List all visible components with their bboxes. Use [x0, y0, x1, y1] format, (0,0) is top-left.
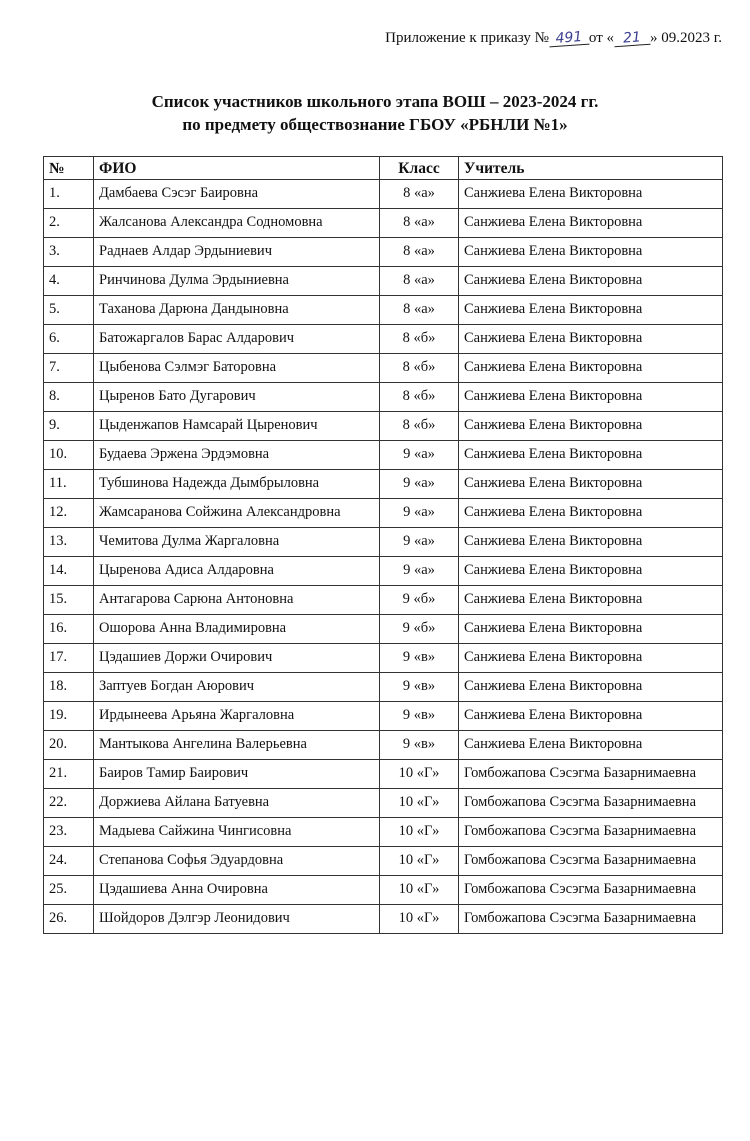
- participant-name: Цэдашиева Анна Очировна: [94, 876, 380, 905]
- table-body: [44, 180, 723, 934]
- table-row: [44, 354, 723, 383]
- row-number: 12.: [44, 499, 94, 528]
- teacher-name: Санжиева Елена Викторовна: [459, 354, 723, 383]
- column-header-name: ФИО: [94, 157, 380, 180]
- title-line-2: по предмету обществознание ГБОУ «РБНЛИ №1»: [182, 115, 568, 134]
- participants-table: [43, 156, 723, 934]
- row-number: 10.: [44, 441, 94, 470]
- row-number: 20.: [44, 731, 94, 760]
- participant-name: Жамсаранова Сойжина Александровна: [94, 499, 380, 528]
- table-row: [44, 412, 723, 441]
- class-cell: 10 «Г»: [380, 905, 459, 934]
- teacher-name: Санжиева Елена Викторовна: [459, 731, 723, 760]
- class-cell: 10 «Г»: [380, 818, 459, 847]
- table-row: [44, 760, 723, 789]
- table-row: [44, 209, 723, 238]
- table-row: [44, 673, 723, 702]
- teacher-name: Санжиева Елена Викторовна: [459, 209, 723, 238]
- participant-name: Ошорова Анна Владимировна: [94, 615, 380, 644]
- document-title: [0, 90, 750, 136]
- participant-name: Цэдашиев Доржи Очирович: [94, 644, 380, 673]
- table-row: [44, 470, 723, 499]
- class-cell: 9 «в»: [380, 702, 459, 731]
- row-number: 6.: [44, 325, 94, 354]
- column-header-number: №: [44, 157, 94, 180]
- participant-name: Таханова Дарюна Дандыновна: [94, 296, 380, 325]
- title-line-1: Список участников школьного этапа ВОШ – 2023-2024 гг.: [151, 92, 599, 111]
- class-cell: 10 «Г»: [380, 789, 459, 818]
- teacher-name: Санжиева Елена Викторовна: [459, 296, 723, 325]
- table-row: [44, 383, 723, 412]
- participant-name: Чемитова Дулма Жаргаловна: [94, 528, 380, 557]
- participant-name: Ринчинова Дулма Эрдыниевна: [94, 267, 380, 296]
- class-cell: 8 «б»: [380, 354, 459, 383]
- table-row: [44, 528, 723, 557]
- date-suffix: » 09.2023 г.: [650, 30, 722, 46]
- teacher-name: Гомбожапова Сэсэгма Базарнимаевна: [459, 789, 723, 818]
- order-number-handwritten: 491: [548, 30, 589, 48]
- participant-name: Будаева Эржена Эрдэмовна: [94, 441, 380, 470]
- participant-name: Баиров Тамир Баирович: [94, 760, 380, 789]
- teacher-name: Санжиева Елена Викторовна: [459, 325, 723, 354]
- column-header-class: Класс: [380, 157, 459, 180]
- participant-name: Раднаев Алдар Эрдыниевич: [94, 238, 380, 267]
- teacher-name: Санжиева Елена Викторовна: [459, 238, 723, 267]
- class-cell: 8 «б»: [380, 383, 459, 412]
- class-cell: 8 «а»: [380, 296, 459, 325]
- teacher-name: Санжиева Елена Викторовна: [459, 267, 723, 296]
- row-number: 21.: [44, 760, 94, 789]
- row-number: 9.: [44, 412, 94, 441]
- column-header-teacher: Учитель: [459, 157, 723, 180]
- teacher-name: Санжиева Елена Викторовна: [459, 586, 723, 615]
- table-row: [44, 441, 723, 470]
- teacher-name: Санжиева Елена Викторовна: [459, 528, 723, 557]
- table-row: [44, 267, 723, 296]
- table-row: [44, 586, 723, 615]
- class-cell: 8 «а»: [380, 180, 459, 209]
- from-text: от «: [588, 30, 615, 46]
- row-number: 14.: [44, 557, 94, 586]
- teacher-name: Санжиева Елена Викторовна: [459, 441, 723, 470]
- row-number: 5.: [44, 296, 94, 325]
- row-number: 1.: [44, 180, 94, 209]
- row-number: 2.: [44, 209, 94, 238]
- participant-name: Шойдоров Дэлгэр Леонидович: [94, 905, 380, 934]
- table-row: [44, 847, 723, 876]
- row-number: 23.: [44, 818, 94, 847]
- participant-name: Цыбенова Сэлмэг Баторовна: [94, 354, 380, 383]
- row-number: 17.: [44, 644, 94, 673]
- participant-name: Ирдынеева Арьяна Жаргаловна: [94, 702, 380, 731]
- class-cell: 9 «б»: [380, 586, 459, 615]
- participant-name: Антагарова Сарюна Антоновна: [94, 586, 380, 615]
- table-row: [44, 238, 723, 267]
- participant-name: Цыденжапов Намсарай Цыренович: [94, 412, 380, 441]
- row-number: 24.: [44, 847, 94, 876]
- participant-name: Мантыкова Ангелина Валерьевна: [94, 731, 380, 760]
- row-number: 26.: [44, 905, 94, 934]
- row-number: 18.: [44, 673, 94, 702]
- participant-name: Жалсанова Александра Содномовна: [94, 209, 380, 238]
- table-row: [44, 876, 723, 905]
- table-row: [44, 180, 723, 209]
- teacher-name: Гомбожапова Сэсэгма Базарнимаевна: [459, 876, 723, 905]
- class-cell: 10 «Г»: [380, 760, 459, 789]
- teacher-name: Санжиева Елена Викторовна: [459, 383, 723, 412]
- teacher-name: Санжиева Елена Викторовна: [459, 557, 723, 586]
- class-cell: 10 «Г»: [380, 876, 459, 905]
- row-number: 19.: [44, 702, 94, 731]
- day-handwritten: 21: [614, 30, 651, 47]
- table-row: [44, 325, 723, 354]
- teacher-name: Гомбожапова Сэсэгма Базарнимаевна: [459, 818, 723, 847]
- row-number: 22.: [44, 789, 94, 818]
- class-cell: 8 «б»: [380, 325, 459, 354]
- table-row: [44, 615, 723, 644]
- table-row: [44, 818, 723, 847]
- class-cell: 9 «а»: [380, 470, 459, 499]
- table-header-row: [44, 157, 723, 180]
- teacher-name: Санжиева Елена Викторовна: [459, 499, 723, 528]
- class-cell: 9 «в»: [380, 644, 459, 673]
- participant-name: Доржиева Айлана Батуевна: [94, 789, 380, 818]
- class-cell: 9 «а»: [380, 528, 459, 557]
- class-cell: 8 «а»: [380, 209, 459, 238]
- row-number: 4.: [44, 267, 94, 296]
- table-row: [44, 644, 723, 673]
- class-cell: 8 «а»: [380, 238, 459, 267]
- teacher-name: Гомбожапова Сэсэгма Базарнимаевна: [459, 847, 723, 876]
- table-row: [44, 905, 723, 934]
- teacher-name: Санжиева Елена Викторовна: [459, 180, 723, 209]
- table-row: [44, 557, 723, 586]
- class-cell: 9 «а»: [380, 557, 459, 586]
- table-row: [44, 731, 723, 760]
- class-cell: 9 «в»: [380, 673, 459, 702]
- participant-name: Заптуев Богдан Аюрович: [94, 673, 380, 702]
- row-number: 15.: [44, 586, 94, 615]
- class-cell: 9 «а»: [380, 499, 459, 528]
- teacher-name: Санжиева Елена Викторовна: [459, 702, 723, 731]
- teacher-name: Санжиева Елена Викторовна: [459, 470, 723, 499]
- row-number: 11.: [44, 470, 94, 499]
- row-number: 13.: [44, 528, 94, 557]
- participant-name: Степанова Софья Эдуардовна: [94, 847, 380, 876]
- class-cell: 8 «а»: [380, 267, 459, 296]
- teacher-name: Гомбожапова Сэсэгма Базарнимаевна: [459, 760, 723, 789]
- teacher-name: Санжиева Елена Викторовна: [459, 615, 723, 644]
- attachment-prefix: Приложение к приказу №: [385, 30, 549, 46]
- teacher-name: Гомбожапова Сэсэгма Базарнимаевна: [459, 905, 723, 934]
- participant-name: Тубшинова Надежда Дымбрыловна: [94, 470, 380, 499]
- table-row: [44, 296, 723, 325]
- participant-name: Цыренова Адиса Алдаровна: [94, 557, 380, 586]
- class-cell: 9 «а»: [380, 441, 459, 470]
- table-row: [44, 789, 723, 818]
- row-number: 7.: [44, 354, 94, 383]
- teacher-name: Санжиева Елена Викторовна: [459, 644, 723, 673]
- participant-name: Мадыева Сайжина Чингисовна: [94, 818, 380, 847]
- attachment-line: [385, 30, 722, 47]
- teacher-name: Санжиева Елена Викторовна: [459, 673, 723, 702]
- participant-name: Батожаргалов Барас Алдарович: [94, 325, 380, 354]
- class-cell: 8 «б»: [380, 412, 459, 441]
- row-number: 25.: [44, 876, 94, 905]
- class-cell: 9 «в»: [380, 731, 459, 760]
- participant-name: Цыренов Бато Дугарович: [94, 383, 380, 412]
- teacher-name: Санжиева Елена Викторовна: [459, 412, 723, 441]
- row-number: 16.: [44, 615, 94, 644]
- row-number: 3.: [44, 238, 94, 267]
- class-cell: 10 «Г»: [380, 847, 459, 876]
- row-number: 8.: [44, 383, 94, 412]
- participant-name: Дамбаева Сэсэг Баировна: [94, 180, 380, 209]
- table-row: [44, 499, 723, 528]
- class-cell: 9 «б»: [380, 615, 459, 644]
- table-row: [44, 702, 723, 731]
